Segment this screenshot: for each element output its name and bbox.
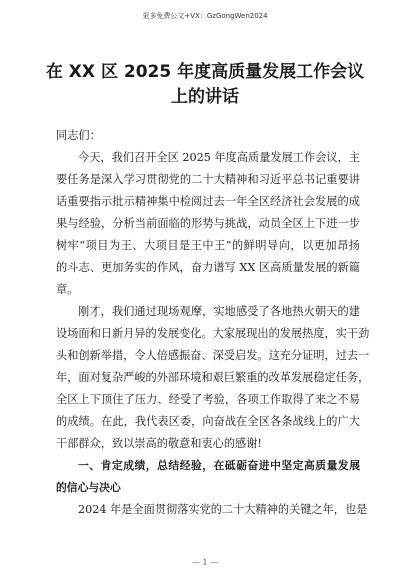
body-line: 要任务是深入学习贯彻党的二十大精神和习近平总书记重要讲 [56, 173, 360, 186]
body-line: 话重要指示批示精神集中检阅过去一年全区经济社会发展的成 [56, 195, 360, 208]
section-heading-line-2: 的信心与决心 [56, 481, 121, 494]
body-line: 2024 年是全面贯彻落实党的二十大精神的关键之年，也是 [78, 503, 368, 516]
body-line: 年，面对复杂严峻的外部环境和艰巨繁重的改革发展稳定任务， [56, 371, 370, 384]
body-line: 全区上下顶住了压力、经受了考验，各项工作取得了来之不易 [56, 393, 360, 406]
body-line: 的成绩。在此，我代表区委，向奋战在全区各条战线上的广大 [56, 415, 360, 428]
body-line: 章。 [56, 283, 79, 296]
body-line: 干部群众，致以崇高的敬意和衷心的感谢! [56, 437, 262, 450]
body-line: 的斗志、更加务实的作风，奋力谱写 XX 区高质量发展的新篇 [56, 261, 360, 274]
body-line: 刚才，我们通过现场观摩，实地感受了各地热火朝天的建 [78, 305, 360, 318]
body-line: 果与经验，分析当前面临的形势与挑战，动员全区上下进一步 [56, 217, 360, 230]
section-heading-line-1: 一、肯定成绩，总结经验，在砥砺奋进中坚定高质量发展 [78, 459, 360, 472]
document-title-line-1: 在 XX 区 2025 年度高质量发展工作会议 [45, 62, 365, 82]
salutation: 同志们： [56, 129, 101, 142]
body-line: 今天，我们召开全区 2025 年度高质量发展工作会议，主 [78, 151, 360, 164]
document-title-line-2: 上的讲话 [171, 87, 239, 107]
header-promo-note: 更多免费公文+VX：GzGongWen2024 [142, 12, 268, 20]
body-line: 头和创新举措，令人倍感振奋、深受启发。这充分证明，过去一 [56, 349, 370, 362]
page-number: — 1 — [191, 558, 219, 567]
body-line: 树牢“项目为王、大项目是王中王”的鲜明导向，以更加昂扬 [56, 239, 360, 252]
body-line: 设场面和日新月异的发展变化。大家展现出的发展热度，实干劲 [56, 327, 370, 340]
document-body [56, 125, 370, 521]
